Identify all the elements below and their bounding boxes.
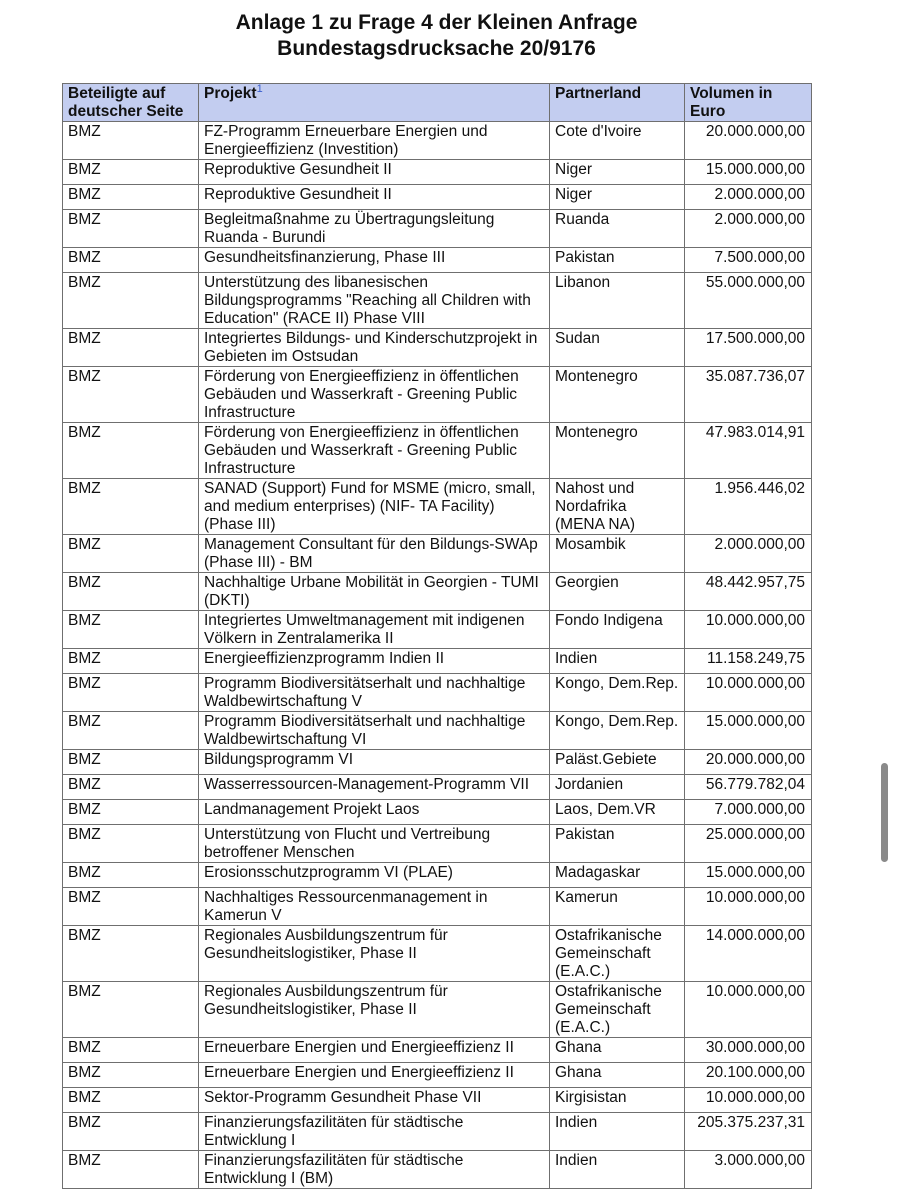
table-row [63,1063,812,1088]
cell-projekt: Erneuerbare Energien und Energieeffizienz II [199,1063,550,1088]
table-row [63,248,812,273]
cell-beteiligte: BMZ [63,273,199,329]
cell-volumen: 25.000.000,00 [685,825,812,863]
table-row [63,888,812,926]
table-row [63,160,812,185]
cell-projekt: Finanzierungsfazilitäten für städtische Entwicklung I (BM) [199,1151,550,1189]
table-row [63,329,812,367]
cell-volumen: 15.000.000,00 [685,712,812,750]
cell-projekt: Erneuerbare Energien und Energieeffizienz II [199,1038,550,1063]
table-row [63,367,812,423]
table-row [63,982,812,1038]
table-row [63,273,812,329]
cell-volumen: 35.087.736,07 [685,367,812,423]
cell-partnerland: Pakistan [550,248,685,273]
cell-volumen: 15.000.000,00 [685,863,812,888]
cell-volumen: 2.000.000,00 [685,185,812,210]
table-body [63,122,812,1189]
cell-volumen: 30.000.000,00 [685,1038,812,1063]
cell-projekt: Energieeffizienzprogramm Indien II [199,649,550,674]
cell-beteiligte: BMZ [63,926,199,982]
cell-volumen: 17.500.000,00 [685,329,812,367]
cell-volumen: 10.000.000,00 [685,611,812,649]
cell-partnerland: Montenegro [550,367,685,423]
cell-beteiligte: BMZ [63,888,199,926]
cell-volumen: 20.100.000,00 [685,1063,812,1088]
cell-beteiligte: BMZ [63,210,199,248]
table-row [63,712,812,750]
table-row [63,1151,812,1189]
cell-beteiligte: BMZ [63,160,199,185]
cell-volumen: 56.779.782,04 [685,775,812,800]
cell-beteiligte: BMZ [63,248,199,273]
cell-volumen: 47.983.014,91 [685,423,812,479]
cell-volumen: 7.000.000,00 [685,800,812,825]
cell-beteiligte: BMZ [63,825,199,863]
header-volumen: Volumen in Euro [685,84,812,122]
cell-partnerland: Ghana [550,1038,685,1063]
cell-projekt: Begleitmaßnahme zu Übertragungsleitung Ruanda - Burundi [199,210,550,248]
cell-volumen: 2.000.000,00 [685,535,812,573]
footnote-link[interactable]: 1 [256,83,263,95]
cell-partnerland: Kongo, Dem.Rep. [550,674,685,712]
cell-projekt: Reproduktive Gesundheit II [199,160,550,185]
cell-beteiligte: BMZ [63,863,199,888]
cell-partnerland: Indien [550,1113,685,1151]
table-row [63,926,812,982]
cell-projekt: FZ-Programm Erneuerbare Energien und Energieeffizienz (Investition) [199,122,550,160]
cell-projekt: Sektor-Programm Gesundheit Phase VII [199,1088,550,1113]
cell-partnerland: Cote d'Ivoire [550,122,685,160]
cell-beteiligte: BMZ [63,775,199,800]
scrollbar-thumb[interactable] [881,763,888,862]
cell-beteiligte: BMZ [63,122,199,160]
cell-projekt: Nachhaltige Urbane Mobilität in Georgien - TUMI (DKTI) [199,573,550,611]
cell-partnerland: Ruanda [550,210,685,248]
cell-beteiligte: BMZ [63,800,199,825]
header-partnerland: Partnerland [550,84,685,122]
table-row [63,649,812,674]
cell-beteiligte: BMZ [63,423,199,479]
cell-volumen: 10.000.000,00 [685,674,812,712]
cell-projekt: Erosionsschutzprogramm VI (PLAE) [199,863,550,888]
cell-partnerland: Pakistan [550,825,685,863]
cell-partnerland: Kamerun [550,888,685,926]
cell-beteiligte: BMZ [63,1113,199,1151]
cell-partnerland: Sudan [550,329,685,367]
cell-beteiligte: BMZ [63,1038,199,1063]
cell-projekt: Unterstützung des libanesischen Bildungsprogramms "Reaching all Children with Education" (RACE II) Phase VIII [199,273,550,329]
table-row [63,611,812,649]
table-row [63,825,812,863]
cell-beteiligte: BMZ [63,535,199,573]
cell-volumen: 15.000.000,00 [685,160,812,185]
cell-beteiligte: BMZ [63,1151,199,1189]
cell-partnerland: Paläst.Gebiete [550,750,685,775]
cell-partnerland: Ostafrikanische Gemeinschaft (E.A.C.) [550,982,685,1038]
cell-projekt: Regionales Ausbildungszentrum für Gesundheitslogistiker, Phase II [199,926,550,982]
cell-projekt: Programm Biodiversitätserhalt und nachhaltige Waldbewirtschaftung VI [199,712,550,750]
cell-partnerland: Libanon [550,273,685,329]
table-header-row [63,84,812,122]
cell-projekt: SANAD (Support) Fund for MSME (micro, small, and medium enterprises) (NIF- TA Facility) (Phase III) [199,479,550,535]
cell-partnerland: Indien [550,1151,685,1189]
cell-partnerland: Fondo Indigena [550,611,685,649]
cell-projekt: Nachhaltiges Ressourcenmanagement in Kamerun V [199,888,550,926]
table-row [63,122,812,160]
cell-volumen: 7.500.000,00 [685,248,812,273]
projects-table [62,83,812,1189]
cell-partnerland: Ghana [550,1063,685,1088]
table-row [63,185,812,210]
cell-partnerland: Madagaskar [550,863,685,888]
cell-partnerland: Laos, Dem.VR [550,800,685,825]
cell-volumen: 55.000.000,00 [685,273,812,329]
cell-beteiligte: BMZ [63,367,199,423]
table-row [63,210,812,248]
cell-projekt: Bildungsprogramm VI [199,750,550,775]
cell-beteiligte: BMZ [63,1063,199,1088]
cell-partnerland: Kirgisistan [550,1088,685,1113]
table-row [63,750,812,775]
cell-volumen: 2.000.000,00 [685,210,812,248]
cell-projekt: Gesundheitsfinanzierung, Phase III [199,248,550,273]
cell-partnerland: Mosambik [550,535,685,573]
page-title [0,10,873,62]
cell-volumen: 3.000.000,00 [685,1151,812,1189]
cell-volumen: 20.000.000,00 [685,122,812,160]
cell-volumen: 10.000.000,00 [685,888,812,926]
cell-projekt: Programm Biodiversitätserhalt und nachhaltige Waldbewirtschaftung V [199,674,550,712]
cell-beteiligte: BMZ [63,674,199,712]
header-projekt [199,84,550,122]
cell-partnerland: Nahost und Nordafrika (MENA NA) [550,479,685,535]
cell-beteiligte: BMZ [63,712,199,750]
cell-beteiligte: BMZ [63,329,199,367]
table-row [63,1088,812,1113]
table-row [63,800,812,825]
cell-projekt: Unterstützung von Flucht und Vertreibung betroffener Menschen [199,825,550,863]
table-row [63,479,812,535]
cell-projekt: Förderung von Energieeffizienz in öffentlichen Gebäuden und Wasserkraft - Greening Public Infrastructure [199,423,550,479]
title-line-1: Anlage 1 zu Frage 4 der Kleinen Anfrage [235,11,638,34]
table-row [63,863,812,888]
cell-beteiligte: BMZ [63,611,199,649]
cell-volumen: 20.000.000,00 [685,750,812,775]
table-row [63,423,812,479]
header-beteiligte: Beteiligte auf deutscher Seite [63,84,199,122]
table-row [63,1038,812,1063]
table-row [63,573,812,611]
cell-partnerland: Kongo, Dem.Rep. [550,712,685,750]
cell-beteiligte: BMZ [63,1088,199,1113]
cell-partnerland: Montenegro [550,423,685,479]
cell-beteiligte: BMZ [63,573,199,611]
cell-partnerland: Georgien [550,573,685,611]
cell-beteiligte: BMZ [63,479,199,535]
cell-projekt: Integriertes Bildungs- und Kinderschutzprojekt in Gebieten im Ostsudan [199,329,550,367]
cell-partnerland: Niger [550,160,685,185]
cell-volumen: 1.956.446,02 [685,479,812,535]
cell-beteiligte: BMZ [63,750,199,775]
table-row [63,674,812,712]
table-row [63,775,812,800]
cell-volumen: 48.442.957,75 [685,573,812,611]
cell-volumen: 10.000.000,00 [685,1088,812,1113]
table-row [63,535,812,573]
table-row [63,1113,812,1151]
cell-projekt: Regionales Ausbildungszentrum für Gesundheitslogistiker, Phase II [199,982,550,1038]
cell-partnerland: Indien [550,649,685,674]
cell-volumen: 205.375.237,31 [685,1113,812,1151]
cell-beteiligte: BMZ [63,982,199,1038]
title-line-2: Bundestagsdrucksache 20/9176 [277,37,596,60]
cell-beteiligte: BMZ [63,649,199,674]
cell-volumen: 10.000.000,00 [685,982,812,1038]
cell-volumen: 14.000.000,00 [685,926,812,982]
cell-projekt: Finanzierungsfazilitäten für städtische Entwicklung I [199,1113,550,1151]
cell-partnerland: Jordanien [550,775,685,800]
cell-partnerland: Niger [550,185,685,210]
cell-projekt: Reproduktive Gesundheit II [199,185,550,210]
cell-projekt: Förderung von Energieeffizienz in öffentlichen Gebäuden und Wasserkraft - Greening Public Infrastructure [199,367,550,423]
header-projekt-label: Projekt [204,85,257,102]
cell-volumen: 11.158.249,75 [685,649,812,674]
cell-projekt: Landmanagement Projekt Laos [199,800,550,825]
cell-projekt: Wasserressourcen-Management-Programm VII [199,775,550,800]
cell-partnerland: Ostafrikanische Gemeinschaft (E.A.C.) [550,926,685,982]
cell-projekt: Integriertes Umweltmanagement mit indigenen Völkern in Zentralamerika II [199,611,550,649]
cell-projekt: Management Consultant für den Bildungs-SWAp (Phase III) - BM [199,535,550,573]
cell-beteiligte: BMZ [63,185,199,210]
